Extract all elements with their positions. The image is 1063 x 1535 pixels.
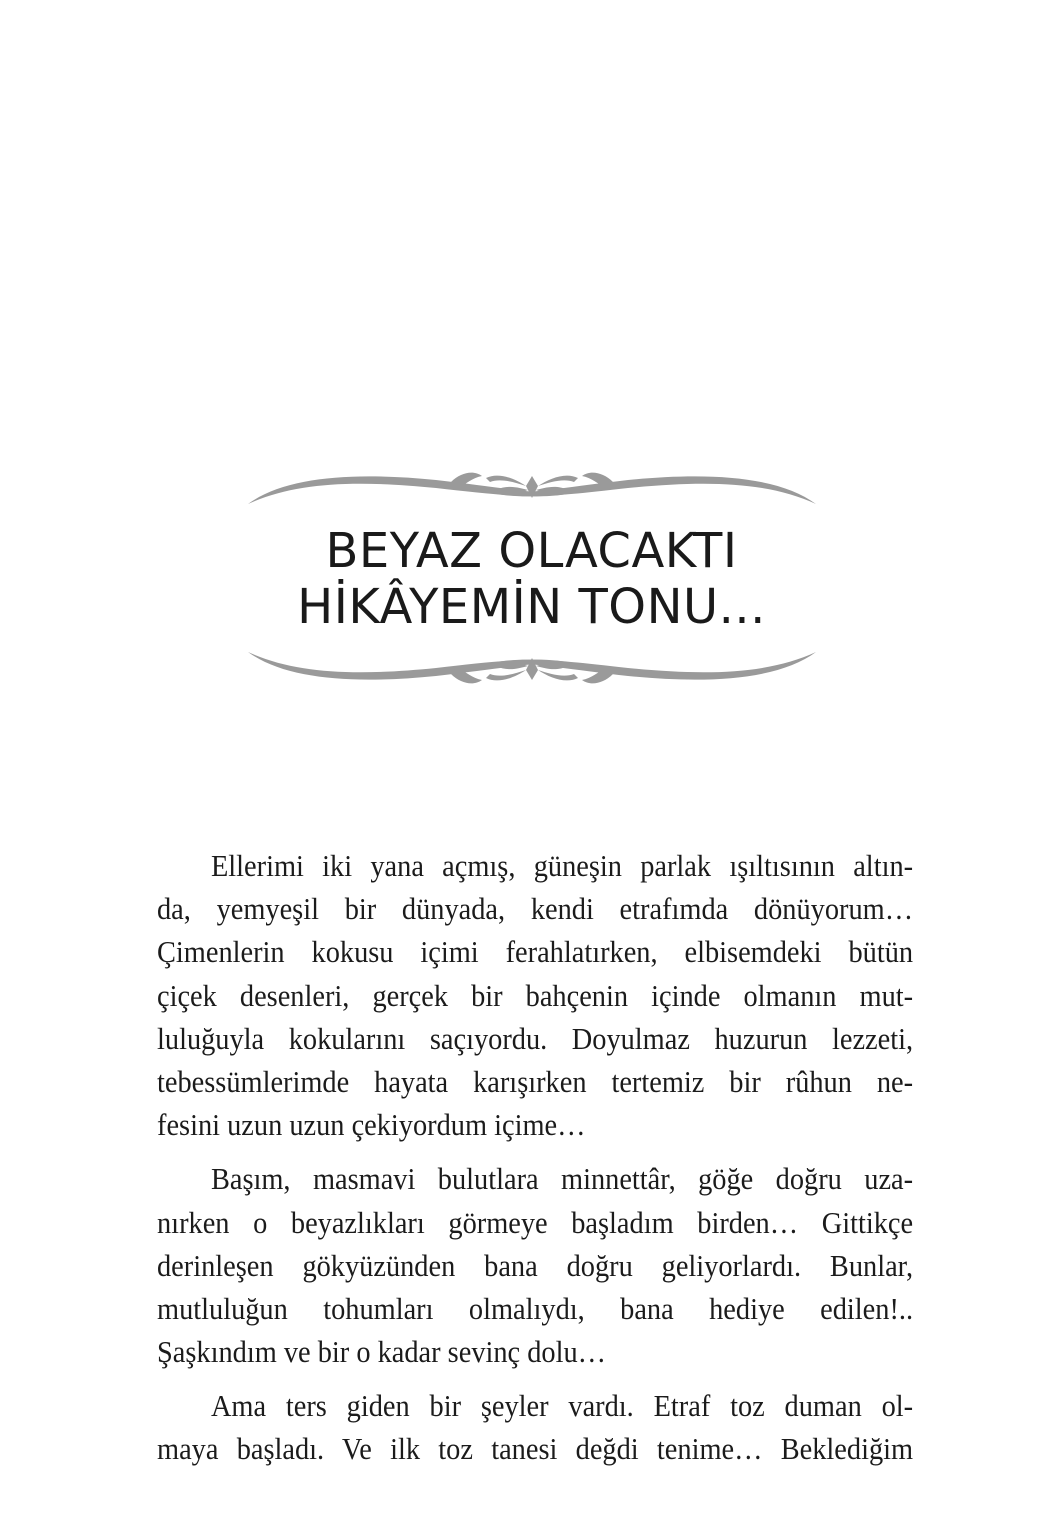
text-line: Başım, masmavi bulutlara minnettâr, göğe doğru uza- (210, 1162, 914, 1197)
text-line: Çimenlerin kokusu içimi ferahlatırken, elbisemdeki bütün (157, 935, 914, 970)
text-line: derinleşen gökyüzünden bana doğru geliyorlardı. Bunlar, (157, 1248, 914, 1283)
body-text (157, 845, 913, 1483)
chapter-title (180, 523, 883, 635)
text-line: Ama ters giden bir şeyler vardı. Etraf toz duman ol- (210, 1389, 914, 1424)
chapter-title-line-1: BEYAZ OLACAKTI (325, 523, 738, 579)
text-line: maya başladı. Ve ilk toz tanesi değdi tenime… Beklediğim (157, 1432, 914, 1467)
text-line: fesini uzun uzun çekiyordum içime… (157, 1108, 586, 1143)
text-line: tebessümlerimde hayata karışırken tertemiz bir rûhun ne- (157, 1064, 914, 1099)
ornament-divider-bottom-icon (246, 648, 818, 698)
paragraph-2 (157, 1158, 913, 1374)
text-line: nırken o beyazlıkları görmeye başladım birden… Gittikçe (157, 1205, 914, 1240)
paragraph-3 (157, 1385, 913, 1471)
text-line: luluğuyla kokularını saçıyordu. Doyulmaz huzurun lezzeti, (157, 1021, 914, 1056)
text-line: çiçek desenleri, gerçek bir bahçenin içinde olmanın mut- (157, 978, 914, 1013)
chapter-title-line-2: HİKÂYEMİN TONU... (297, 579, 766, 635)
text-line: Ellerimi iki yana açmış, güneşin parlak ışıltısının altın- (210, 849, 914, 883)
text-line: Şaşkındım ve bir o kadar sevinç dolu… (157, 1335, 607, 1370)
paragraph-1 (157, 845, 913, 1147)
text-line: da, yemyeşil bir dünyada, kendi etrafımda dönüyorum… (157, 892, 914, 927)
text-line: mutluluğun tohumları olmalıydı, bana hediye edilen!.. (157, 1291, 914, 1326)
ornament-divider-top-icon (246, 458, 818, 508)
